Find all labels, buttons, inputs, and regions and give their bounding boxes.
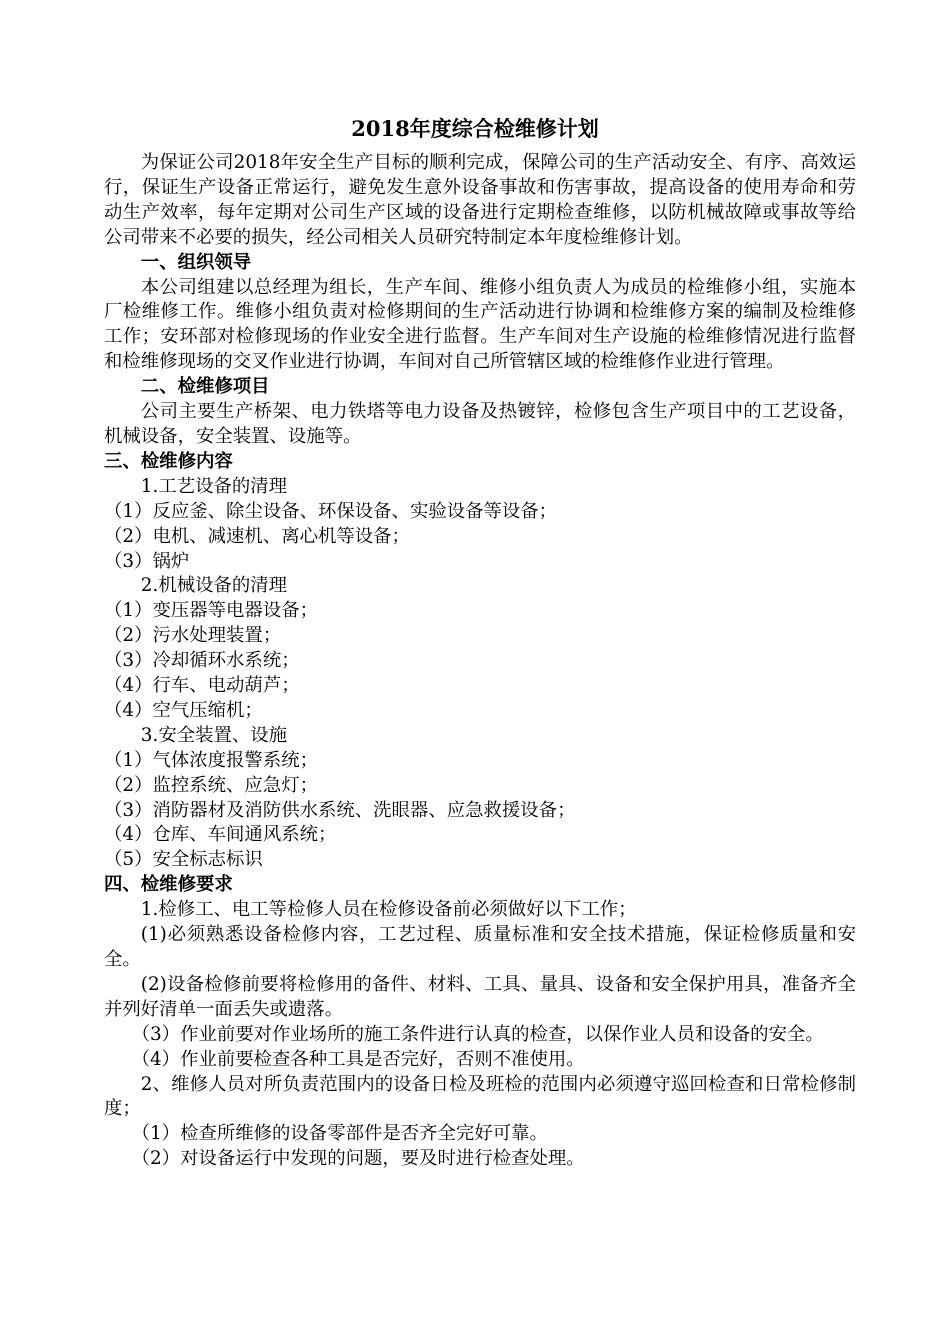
section-heading-content: 三、检维修内容: [104, 450, 233, 472]
list-item: （2）电机、减速机、离心机等设备；: [104, 525, 410, 547]
section-heading-items: 二、检维修项目: [140, 376, 270, 398]
requirement-paragraph: （3）作业前要对作业场所的施工条件进行认真的检查，以保作业人员和设备的安全。: [131, 1023, 824, 1045]
list-item: （4）行车、电动葫芦；: [104, 675, 300, 697]
requirement-paragraph: (2)设备检修前要将检修用的备件、材料、工具、量具、设备和安全保护用具，准备齐全并列好清单一面丢失或遗落。: [104, 973, 856, 1020]
requirement-paragraph: (1)必须熟悉设备检修内容，工艺过程、质量标准和安全技术措施，保证检修质量和安全。: [104, 924, 856, 970]
list-item: （4）仓库、车间通风系统；: [104, 824, 337, 846]
requirement-paragraph: 2、维修人员对所负责范围内的设备日检及班检的范围内必须遵守巡回检查和日常检修制度；: [104, 1073, 856, 1120]
list-item: （1）反应釜、除尘设备、环保设备、实验设备等设备；: [104, 500, 558, 522]
requirement-paragraph: （4）作业前要检查各种工具是否完好，否则不准使用。: [131, 1048, 585, 1070]
content-group-1-title: 1.工艺设备的清理: [140, 475, 288, 497]
items-paragraph: 公司主要生产桥架、电力铁塔等电力设备及热镀锌，检修包含生产项目中的工艺设备，机械设备，安全装置、设施等。: [104, 401, 856, 447]
organization-paragraph: 本公司组建以总经理为组长，生产车间、维修小组负责人为成员的检维修小组，实施本厂检维修工作。维修小组负责对检修期间的生产活动进行协调和检维修方案的编制及检维修工作；安环部对检修现场的作业安全进行监督。生产车间对生产设施的检维修情况进行监督和检维修现场的交叉作业进行协调，车间对自己所管辖区域的检维修作业进行管理。: [104, 276, 856, 373]
list-item: （1）气体浓度报警系统；: [104, 749, 318, 771]
requirement-paragraph: （2）对设备运行中发现的问题，要及时进行检查处理。: [131, 1148, 585, 1170]
list-item: （3）消防器材及消防供水系统、洗眼器、应急救援设备；: [104, 799, 576, 821]
list-item: （5）安全标志标识: [104, 849, 263, 871]
list-item: （2）污水处理装置；: [104, 625, 282, 647]
intro-paragraph: 为保证公司2018年安全生产目标的顺利完成，保障公司的生产活动安全、有序、高效运行，保证生产设备正常运行，避免发生意外设备事故和伤害事故，提高设备的使用寿命和劳动生产效率，每年定期对公司生产区域的设备进行定期检查维修，以防机械故障或事故等给公司带来不必要的损失，经公司相关人员研究特制定本年度检维修计划。: [104, 152, 856, 248]
requirement-paragraph: （1）检查所维修的设备零部件是否齐全完好可靠。: [131, 1123, 548, 1145]
requirement-paragraph: 1.检修工、电工等检修人员在检修设备前必须做好以下工作；: [140, 899, 637, 921]
list-item: （2）监控系统、应急灯；: [104, 774, 318, 796]
list-item: （3）锅炉: [104, 550, 190, 572]
list-item: （4）空气压缩机；: [104, 699, 263, 721]
document-body: [104, 151, 856, 1172]
list-item: （1）变压器等电器设备；: [104, 600, 318, 622]
list-item: （3）冷却循环水系统；: [104, 650, 300, 672]
content-group-2-title: 2.机械设备的清理: [140, 575, 288, 597]
section-heading-requirements: 四、检维修要求: [104, 874, 233, 896]
section-heading-organization: 一、组织领导: [140, 251, 252, 273]
document-title: 2018年度综合检维修计划: [351, 116, 599, 141]
content-group-3-title: 3.安全装置、设施: [140, 724, 288, 746]
